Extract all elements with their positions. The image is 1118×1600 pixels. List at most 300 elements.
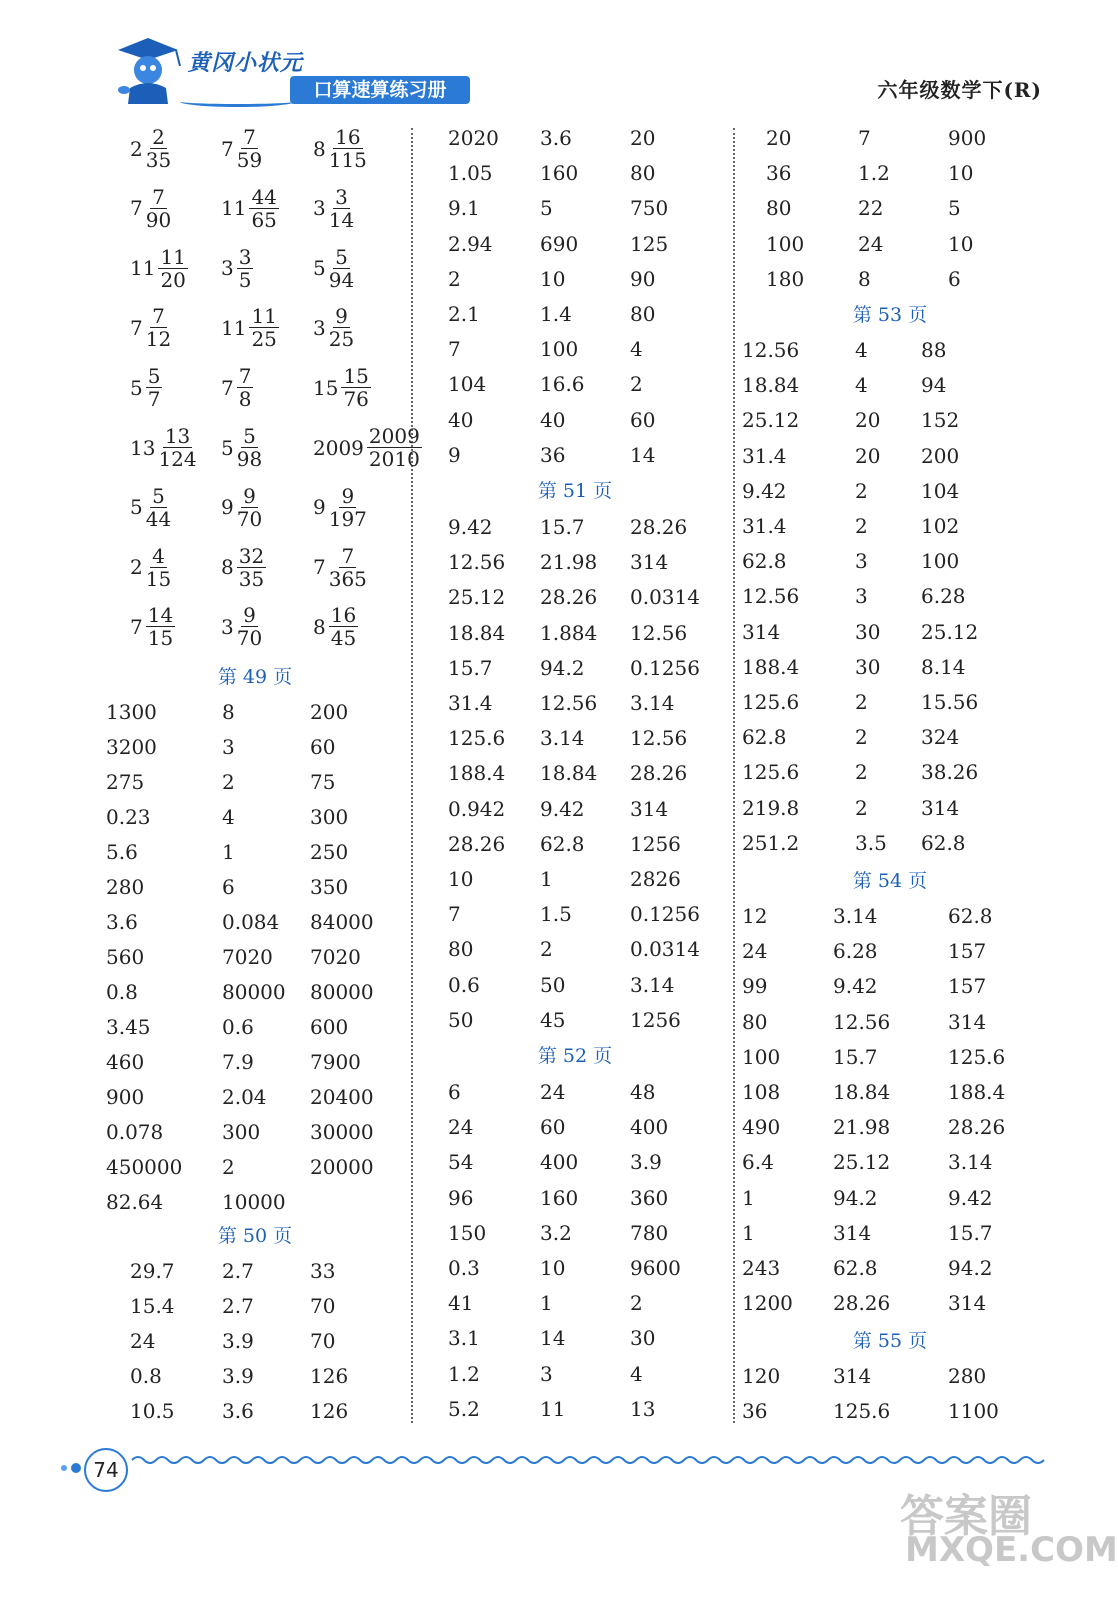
fraction-denominator: 45 xyxy=(330,626,357,651)
answer-cell: 7 xyxy=(448,337,461,362)
answer-cell: 8.14 xyxy=(921,654,966,679)
answer-cell: 10.5 xyxy=(130,1399,175,1423)
mixed-fraction xyxy=(313,545,367,590)
answer-cell: 280 xyxy=(948,1364,987,1388)
fraction xyxy=(329,545,367,590)
answer-cell: 5 xyxy=(948,196,961,221)
fraction-denominator: 25 xyxy=(251,327,277,352)
answer-cell: 360 xyxy=(630,1185,669,1210)
brand-logo-text: 黄冈小状元 xyxy=(188,50,304,76)
answer-cell: 300 xyxy=(222,1120,261,1144)
mixed-whole: 15 xyxy=(313,375,339,400)
fraction-numerator: 7 xyxy=(152,304,165,329)
fraction-numerator: 3 xyxy=(238,244,252,269)
answer-cell: 200 xyxy=(310,700,349,724)
answer-cell: 243 xyxy=(742,1256,781,1280)
answer-cell: 2 xyxy=(855,760,868,785)
answer-cell: 3.5 xyxy=(855,830,887,855)
answer-cell: 2 xyxy=(855,514,868,538)
fraction-denominator: 70 xyxy=(236,506,263,531)
fraction-numerator: 7 xyxy=(341,543,355,568)
answer-cell: 28.26 xyxy=(630,761,688,786)
page-number: 74 xyxy=(84,1448,128,1492)
answer-cell: 18.84 xyxy=(540,761,598,786)
title-swoosh xyxy=(180,96,295,107)
fraction-denominator: 124 xyxy=(158,447,197,471)
mixed-whole: 8 xyxy=(313,614,326,639)
mixed-whole: 13 xyxy=(130,435,156,460)
answer-cell: 4 xyxy=(855,338,868,362)
fraction-numerator: 9 xyxy=(243,603,256,628)
answer-cell: 100 xyxy=(540,337,579,362)
mixed-whole: 8 xyxy=(313,136,326,161)
answer-cell: 0.1256 xyxy=(630,655,700,680)
answer-cell: 28.26 xyxy=(630,515,688,539)
answer-cell: 0.0314 xyxy=(630,937,700,962)
answer-cell: 9.42 xyxy=(742,478,787,503)
fraction-numerator: 5 xyxy=(152,483,165,508)
answer-cell: 5.6 xyxy=(106,840,138,864)
footer-wave-line xyxy=(132,1452,1037,1468)
answer-cell: 70 xyxy=(310,1329,336,1353)
mixed-whole: 11 xyxy=(221,196,247,221)
answer-cell: 50 xyxy=(540,972,566,997)
answer-cell: 62.8 xyxy=(948,904,993,928)
answer-cell: 10 xyxy=(948,161,974,186)
answer-cell: 1.884 xyxy=(540,620,598,645)
answer-cell: 0.942 xyxy=(448,796,506,821)
answer-cell: 900 xyxy=(106,1085,145,1109)
answer-cell: 11 xyxy=(540,1396,566,1421)
fraction-numerator: 7 xyxy=(152,184,165,209)
answer-cell: 2 xyxy=(222,770,235,794)
answer-cell: 3.14 xyxy=(540,726,585,751)
answer-cell: 2 xyxy=(855,478,868,503)
answer-cell: 9 xyxy=(448,442,461,467)
answer-cell: 3.2 xyxy=(540,1220,572,1245)
answer-cell: 7 xyxy=(448,902,461,927)
answer-cell: 10 xyxy=(948,231,974,256)
answer-cell: 28.26 xyxy=(948,1115,1006,1140)
page-section-title: 第 51 页 xyxy=(537,480,613,502)
answer-cell: 300 xyxy=(310,805,349,829)
answer-cell: 3.6 xyxy=(540,126,572,150)
fraction-denominator: 44 xyxy=(145,506,172,531)
grade-label: 六年级数学下(R) xyxy=(877,78,1042,102)
answer-cell: 25.12 xyxy=(742,408,800,433)
answer-cell: 314 xyxy=(921,795,960,820)
answer-cell: 3.14 xyxy=(833,904,878,928)
answer-cell: 108 xyxy=(742,1080,781,1104)
fraction-denominator: 115 xyxy=(328,148,367,172)
page-section-title: 第 55 页 xyxy=(852,1330,928,1352)
mascot-logo-icon xyxy=(108,32,188,107)
fraction-numerator: 15 xyxy=(343,364,369,389)
answer-cell: 62.8 xyxy=(742,549,787,574)
answer-cell: 450000 xyxy=(106,1155,183,1179)
answer-cell: 60 xyxy=(310,735,336,759)
fraction-denominator: 94 xyxy=(328,267,355,292)
answer-cell: 12.56 xyxy=(540,691,598,715)
answer-cell: 9.42 xyxy=(540,796,585,821)
answer-cell: 4 xyxy=(855,373,868,398)
answer-cell: 100 xyxy=(742,1044,781,1069)
answer-cell: 1 xyxy=(742,1220,755,1245)
answer-cell: 3 xyxy=(855,584,868,609)
answer-cell: 96 xyxy=(448,1185,474,1210)
answer-cell: 36 xyxy=(742,1399,768,1424)
answer-cell: 102 xyxy=(921,514,960,538)
answer-cell: 350 xyxy=(310,875,349,899)
answer-cell: 2 xyxy=(855,725,868,750)
answer-cell: 3 xyxy=(855,549,868,574)
fraction xyxy=(329,485,367,530)
mixed-whole: 3 xyxy=(221,256,234,281)
answer-cell: 400 xyxy=(630,1115,669,1140)
answer-cell: 6 xyxy=(948,266,961,291)
answer-cell: 400 xyxy=(540,1150,579,1175)
answer-cell: 45 xyxy=(540,1007,566,1032)
answer-cell: 9.1 xyxy=(448,196,480,221)
mixed-fraction xyxy=(313,485,367,530)
mixed-whole: 5 xyxy=(130,375,143,400)
answer-cell: 24 xyxy=(540,1080,566,1104)
answer-cell: 16.6 xyxy=(540,372,585,397)
answer-cell: 3.14 xyxy=(948,1150,993,1175)
answer-cell: 250 xyxy=(310,840,349,864)
answer-cell: 75 xyxy=(310,770,336,794)
answer-cell: 62.8 xyxy=(742,725,787,750)
answer-cell: 3.1 xyxy=(448,1326,480,1351)
answer-cell: 20 xyxy=(855,408,881,433)
mixed-whole: 7 xyxy=(221,375,234,400)
page-header xyxy=(0,0,1094,120)
answer-cell: 219.8 xyxy=(742,795,800,820)
fraction xyxy=(329,604,358,649)
fraction-numerator: 5 xyxy=(335,244,348,269)
answer-cell: 2 xyxy=(222,1155,235,1179)
answer-cell: 7 xyxy=(858,126,871,150)
answer-cell: 10000 xyxy=(222,1190,286,1214)
answer-cell: 12.56 xyxy=(742,338,800,362)
answer-cell: 30 xyxy=(855,619,881,644)
answer-cell: 1100 xyxy=(948,1399,999,1424)
answer-cell: 314 xyxy=(742,619,781,644)
mixed-whole: 3 xyxy=(313,196,326,221)
answer-cell: 41 xyxy=(448,1291,474,1316)
answer-cell: 9.42 xyxy=(948,1185,993,1210)
answer-cell: 8 xyxy=(858,266,871,291)
fraction-numerator: 14 xyxy=(147,603,174,628)
answer-cell: 80 xyxy=(448,937,474,962)
answer-cell: 14 xyxy=(540,1326,566,1351)
answer-cell: 60 xyxy=(540,1115,566,1140)
answer-cell: 31.4 xyxy=(742,443,787,468)
fraction-denominator: 7 xyxy=(147,387,161,412)
answer-cell: 22 xyxy=(858,196,884,221)
fraction-numerator: 2009 xyxy=(368,424,420,448)
answer-cell: 1200 xyxy=(742,1291,793,1316)
book-title: 口算速算练习册 xyxy=(290,76,470,104)
answer-cell: 7900 xyxy=(310,1050,361,1074)
answer-cell: 3.45 xyxy=(106,1015,151,1039)
answer-cell: 12.56 xyxy=(833,1009,891,1034)
fraction xyxy=(329,305,354,350)
fraction-numerator: 16 xyxy=(335,125,361,149)
answer-cell: 2 xyxy=(855,690,868,714)
page-section-title: 第 53 页 xyxy=(852,304,928,326)
answer-cell: 125.6 xyxy=(948,1044,1006,1069)
answer-cell: 80 xyxy=(630,302,656,326)
answer-cell: 18.84 xyxy=(742,373,800,398)
answer-cell: 94 xyxy=(921,373,947,398)
column-divider xyxy=(411,128,413,1423)
answer-cell: 560 xyxy=(106,945,145,969)
answer-cell: 126 xyxy=(310,1399,349,1423)
answer-cell: 6 xyxy=(222,875,235,899)
answer-cell: 90 xyxy=(630,266,656,291)
answer-cell: 94.2 xyxy=(833,1185,878,1210)
answer-cell: 28.26 xyxy=(833,1291,891,1316)
answer-cell: 24 xyxy=(448,1115,474,1140)
answer-cell: 31.4 xyxy=(448,691,493,715)
answer-cell: 80 xyxy=(742,1009,768,1034)
answer-cell: 120 xyxy=(742,1364,781,1388)
answer-cell: 12.56 xyxy=(630,726,688,751)
fraction-denominator: 35 xyxy=(238,566,265,591)
fraction xyxy=(329,246,354,291)
fraction-denominator: 15 xyxy=(145,566,172,591)
mixed-whole: 8 xyxy=(221,555,234,580)
answer-cell: 460 xyxy=(106,1050,145,1074)
answer-cell: 2.7 xyxy=(222,1294,254,1318)
fraction-numerator: 5 xyxy=(147,364,161,389)
mixed-whole: 7 xyxy=(221,136,234,161)
answer-cell: 2 xyxy=(540,937,553,962)
answer-cell: 5 xyxy=(540,196,553,221)
fraction-numerator: 3 xyxy=(335,184,348,209)
watermark-logo: 答案圈 xyxy=(900,1491,1032,1542)
answer-cell: 18.84 xyxy=(448,620,506,645)
answer-cell: 54 xyxy=(448,1150,474,1175)
mixed-whole: 9 xyxy=(221,495,234,520)
answer-cell: 62.8 xyxy=(833,1256,878,1280)
answer-cell: 150 xyxy=(448,1220,487,1245)
mixed-whole: 11 xyxy=(130,256,156,281)
mixed-whole: 7 xyxy=(130,196,143,221)
mixed-whole: 3 xyxy=(313,315,326,340)
answer-cell: 2826 xyxy=(630,867,681,891)
answer-cell: 180 xyxy=(766,266,805,291)
answer-cell: 31.4 xyxy=(742,514,787,538)
answer-cell: 0.078 xyxy=(106,1120,164,1144)
answer-cell: 48 xyxy=(630,1080,656,1104)
fraction-numerator: 9 xyxy=(341,483,355,508)
fraction-denominator: 20 xyxy=(160,267,186,292)
answer-cell: 280 xyxy=(106,875,145,899)
fraction-denominator: 2010 xyxy=(368,447,420,471)
answer-cell: 5.2 xyxy=(448,1396,480,1421)
answer-cell: 80000 xyxy=(222,980,286,1004)
answer-cell: 160 xyxy=(540,1185,579,1210)
answer-cell: 28.26 xyxy=(448,831,506,856)
fraction-numerator: 44 xyxy=(251,184,277,209)
answer-cell: 33 xyxy=(310,1259,336,1283)
answer-cell: 152 xyxy=(921,408,960,433)
answer-cell: 100 xyxy=(921,549,960,574)
fraction-denominator: 76 xyxy=(343,387,369,412)
mixed-whole: 5 xyxy=(313,256,326,281)
fraction-denominator: 14 xyxy=(328,207,355,232)
mixed-whole: 9 xyxy=(313,495,326,520)
answer-cell: 99 xyxy=(742,974,768,999)
answer-cell: 314 xyxy=(833,1220,872,1245)
answer-cell: 3 xyxy=(222,735,235,759)
answer-cell: 12.56 xyxy=(448,550,506,575)
mixed-whole: 7 xyxy=(130,315,143,340)
mixed-whole: 5 xyxy=(221,435,234,460)
answer-cell: 20 xyxy=(766,126,792,150)
answer-cell: 3.14 xyxy=(630,972,675,997)
mixed-fraction xyxy=(313,365,371,410)
answer-cell: 2.7 xyxy=(222,1259,254,1283)
answer-cell: 7.9 xyxy=(222,1050,254,1074)
answer-cell: 900 xyxy=(948,126,987,150)
answer-cell: 188.4 xyxy=(948,1080,1006,1104)
answer-cell: 314 xyxy=(948,1009,987,1034)
mixed-whole: 2 xyxy=(130,555,143,580)
answer-cell: 12.56 xyxy=(630,620,688,645)
answer-cell: 126 xyxy=(310,1364,349,1388)
page-section-title: 第 50 页 xyxy=(217,1225,293,1247)
mixed-whole: 2 xyxy=(130,136,143,161)
answer-cell: 20400 xyxy=(310,1085,374,1109)
answer-cell: 30000 xyxy=(310,1120,374,1144)
answer-cell: 125.6 xyxy=(742,760,800,785)
answer-cell: 10 xyxy=(540,1256,566,1280)
answer-cell: 125.6 xyxy=(448,726,506,751)
fraction-numerator: 32 xyxy=(238,543,265,568)
answer-cell: 100 xyxy=(766,231,805,256)
answer-cell: 0.0314 xyxy=(630,585,700,610)
answer-cell: 3.9 xyxy=(222,1329,254,1353)
answer-cell: 15.7 xyxy=(833,1044,878,1069)
fraction-numerator: 7 xyxy=(238,364,252,389)
fraction-denominator: 90 xyxy=(145,207,172,232)
answer-cell: 28.26 xyxy=(540,585,598,610)
answer-cell: 80000 xyxy=(310,980,374,1004)
answer-cell: 9.42 xyxy=(448,515,493,539)
answer-cell: 6.28 xyxy=(833,939,878,964)
answer-cell: 1 xyxy=(222,840,235,864)
answer-cell: 15.7 xyxy=(948,1220,993,1245)
answer-cell: 30 xyxy=(630,1326,656,1351)
fraction-denominator: 5 xyxy=(238,267,252,292)
column-divider xyxy=(733,128,735,1423)
mixed-whole: 7 xyxy=(130,614,143,639)
answer-cell: 314 xyxy=(630,550,669,575)
fraction-denominator: 59 xyxy=(236,148,263,172)
mixed-whole: 7 xyxy=(313,555,326,580)
answer-cell: 125 xyxy=(630,231,669,256)
fraction-numerator: 4 xyxy=(152,543,165,568)
answer-cell: 10 xyxy=(448,867,474,891)
answer-cell: 9600 xyxy=(630,1256,681,1280)
answer-cell: 0.8 xyxy=(106,980,138,1004)
answer-cell: 324 xyxy=(921,725,960,750)
answer-cell: 160 xyxy=(540,161,579,186)
answer-cell: 157 xyxy=(948,974,987,999)
answer-cell: 3.6 xyxy=(222,1399,254,1423)
answer-cell: 188.4 xyxy=(448,761,506,786)
answer-cell: 1.5 xyxy=(540,902,572,927)
answer-cell: 251.2 xyxy=(742,830,800,855)
answer-cell: 3200 xyxy=(106,735,157,759)
answer-cell: 125.6 xyxy=(833,1399,891,1424)
answer-cell: 200 xyxy=(921,443,960,468)
answer-cell: 3.9 xyxy=(222,1364,254,1388)
answer-cell: 30 xyxy=(855,654,881,679)
fraction-denominator: 70 xyxy=(236,626,263,651)
answer-cell: 3.6 xyxy=(106,910,138,934)
answer-cell: 24 xyxy=(858,231,884,256)
answer-cell: 8 xyxy=(222,700,235,724)
answer-cell: 125.6 xyxy=(742,690,800,714)
mixed-fraction xyxy=(313,425,422,470)
answer-cell: 20000 xyxy=(310,1155,374,1179)
answer-cell: 1.05 xyxy=(448,161,493,186)
answer-cell: 10 xyxy=(540,266,566,291)
answer-cell: 0.1256 xyxy=(630,902,700,927)
answer-cell: 80 xyxy=(630,161,656,186)
answer-cell: 20 xyxy=(630,126,656,150)
answer-cell: 1 xyxy=(742,1185,755,1210)
page-section-title: 第 52 页 xyxy=(537,1045,613,1067)
answer-cell: 157 xyxy=(948,939,987,964)
answer-cell: 2020 xyxy=(448,126,499,150)
answer-cell: 3.14 xyxy=(630,691,675,715)
answer-cell: 0.8 xyxy=(130,1364,162,1388)
answer-cell: 24 xyxy=(130,1329,156,1353)
mixed-whole: 2009 xyxy=(313,435,364,460)
fraction-numerator: 9 xyxy=(335,304,348,329)
answer-cell: 1300 xyxy=(106,700,157,724)
answer-cell: 2 xyxy=(630,372,643,397)
answer-cell: 88 xyxy=(921,338,947,362)
answer-cell: 7020 xyxy=(222,945,273,969)
fraction-numerator: 5 xyxy=(243,424,256,448)
answer-cell: 2 xyxy=(630,1291,643,1316)
mixed-whole: 3 xyxy=(221,614,234,639)
answer-cell: 15.7 xyxy=(540,515,585,539)
page-section-title: 第 49 页 xyxy=(217,666,293,688)
answer-cell: 2.04 xyxy=(222,1085,267,1109)
answer-cell: 70 xyxy=(310,1294,336,1318)
answer-cell: 314 xyxy=(630,796,669,821)
answer-cell: 600 xyxy=(310,1015,349,1039)
answer-cell: 314 xyxy=(833,1364,872,1388)
fraction-denominator: 197 xyxy=(328,506,367,531)
answer-cell: 0.6 xyxy=(448,972,480,997)
answer-cell: 14 xyxy=(630,442,656,467)
answer-cell: 2.1 xyxy=(448,302,480,326)
footer-dots-icon xyxy=(60,1462,84,1474)
answer-cell: 36 xyxy=(766,161,792,186)
answer-cell: 1.2 xyxy=(858,161,890,186)
answer-cell: 1256 xyxy=(630,831,681,856)
answer-row xyxy=(0,297,656,332)
answer-cell: 7020 xyxy=(310,945,361,969)
